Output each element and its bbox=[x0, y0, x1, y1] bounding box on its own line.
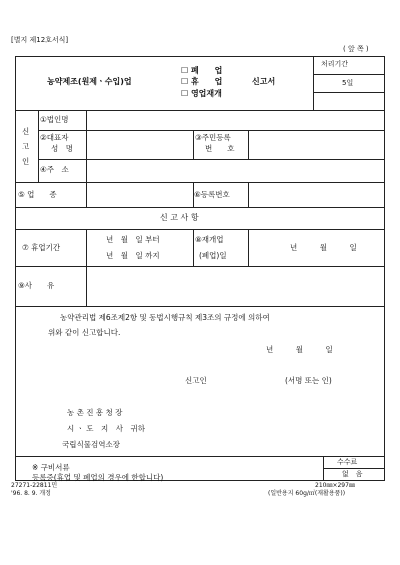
required-docs-title: ※ 구비서류 bbox=[32, 463, 70, 472]
addressee-rda: 농 촌 진 흥 청 장 bbox=[67, 408, 123, 417]
form-title-suffix: 신고서 bbox=[252, 77, 276, 86]
option-suspension[interactable]: ☐ 휴 업 bbox=[181, 77, 223, 86]
applicant-group-label-2: 고 bbox=[22, 142, 30, 151]
reason-field[interactable] bbox=[87, 267, 383, 305]
processing-period-value: 5일 bbox=[342, 79, 354, 87]
rep-name-field[interactable] bbox=[87, 131, 192, 158]
form-title-main: 농약제조(원제ㆍ수입)업 bbox=[47, 77, 132, 86]
signer-label: 신고인 bbox=[185, 376, 207, 385]
resident-no-label-1: ③주민등록 bbox=[195, 133, 231, 142]
suspend-period-label: ⑦ 휴업기간 bbox=[22, 243, 61, 252]
reason-label: ⑨사 유 bbox=[18, 281, 55, 290]
declaration-line-1: 농약관리법 제6조제2항 및 동법시행규칙 제3조의 규정에 의하여 bbox=[60, 313, 270, 322]
option-closure[interactable]: ☐ 폐 업 bbox=[181, 66, 223, 75]
address-field[interactable] bbox=[87, 160, 383, 181]
fee-label: 수수료 bbox=[337, 458, 358, 466]
resident-no-label-2: 번 호 bbox=[205, 144, 235, 153]
reg-no-label: ⑥등록번호 bbox=[194, 190, 230, 199]
reopen-date-field[interactable]: 년 월 일 bbox=[290, 243, 357, 252]
rep-name-label-1: ②대표자 bbox=[40, 133, 69, 142]
addressee-governor: 시 ㆍ 도 지 사 귀하 bbox=[67, 424, 145, 433]
resident-no-field[interactable] bbox=[249, 131, 383, 158]
applicant-group-label-1: 신 bbox=[22, 127, 30, 136]
fee-value: 없 음 bbox=[342, 470, 363, 478]
corp-name-label: ①법인명 bbox=[40, 115, 69, 124]
reg-no-field[interactable] bbox=[249, 183, 383, 206]
corp-name-field[interactable] bbox=[87, 111, 383, 129]
form-number: [별지 제12호서식] bbox=[11, 36, 69, 44]
declaration-date[interactable]: 년 월 일 bbox=[266, 345, 333, 354]
applicant-group-label-3: 인 bbox=[22, 157, 30, 166]
page-side-label: ( 앞 쪽 ) bbox=[343, 45, 369, 53]
business-type-field[interactable] bbox=[87, 183, 192, 206]
addressee-quarantine: 국립식물검역소장 bbox=[62, 440, 120, 449]
business-type-label: ⑤ 업 종 bbox=[18, 190, 57, 199]
report-section-title: 신 고 사 항 bbox=[160, 213, 199, 222]
suspend-period-to[interactable]: 년 월 일 까지 bbox=[106, 251, 160, 260]
option-reopening[interactable]: ☐ 영업재개 bbox=[181, 89, 222, 98]
suspend-period-from[interactable]: 년 월 일 부터 bbox=[106, 235, 160, 244]
reopen-date-label-1: ⑧재개업 bbox=[195, 235, 224, 244]
address-label: ④주 소 bbox=[40, 165, 69, 174]
required-docs-item: 등록증(휴업 및 폐업의 경우에 한합니다) bbox=[32, 473, 164, 482]
declaration-line-2: 위와 같이 신고합니다. bbox=[48, 328, 121, 337]
rep-name-label-2: 성 명 bbox=[51, 144, 73, 153]
signer-signature-note[interactable]: (서명 또는 인) bbox=[285, 376, 332, 385]
processing-period-label: 처리기간 bbox=[321, 60, 349, 68]
footer-paper-type: (일반용지 60g/㎡(재활용품)) bbox=[268, 490, 346, 497]
reopen-date-label-2: (폐업)일 bbox=[199, 251, 227, 260]
footer-paper-size: 210㎜×297㎜ bbox=[315, 482, 355, 489]
footer-code: 27271-22811민 bbox=[11, 482, 58, 489]
footer-revision: '96. 8. 9. 개정 bbox=[11, 490, 51, 497]
